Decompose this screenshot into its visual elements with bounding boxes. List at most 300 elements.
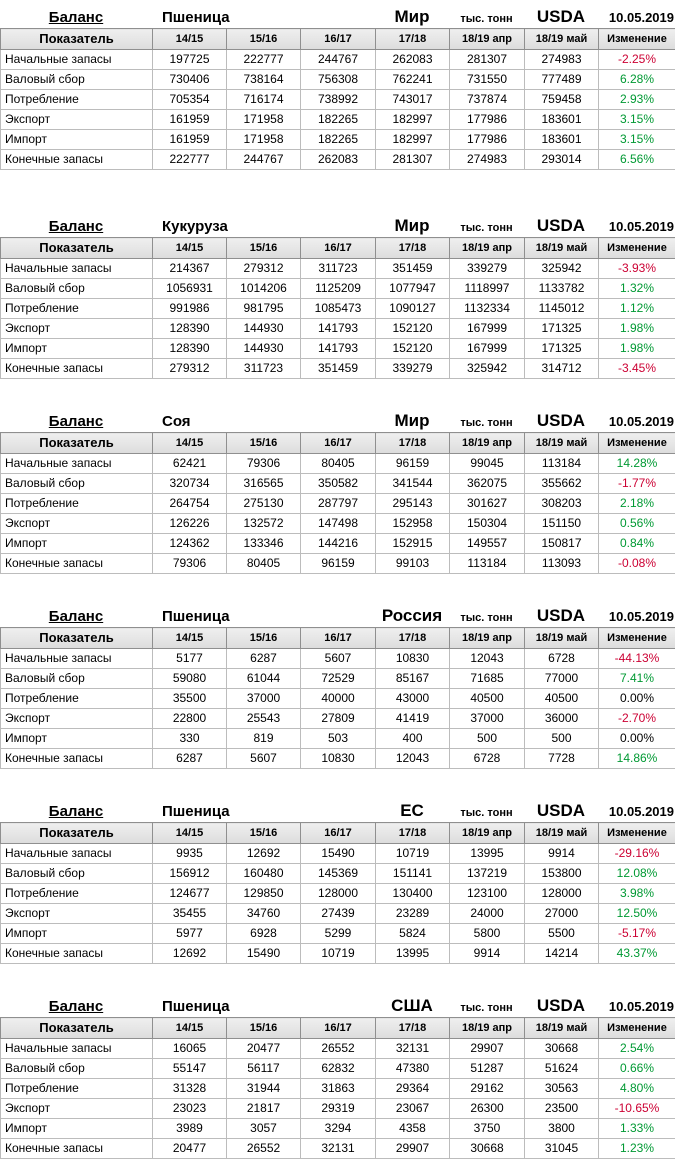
value-cell: 79306 xyxy=(153,554,227,574)
value-cell: 311723 xyxy=(227,359,301,379)
value-cell: 1145012 xyxy=(525,299,599,319)
change-cell: 12.08% xyxy=(599,864,675,884)
indicator-cell: Конечные запасы xyxy=(1,359,153,379)
source-label: USDA xyxy=(524,215,598,237)
value-cell: 5607 xyxy=(301,649,376,669)
value-cell: 80405 xyxy=(301,454,376,474)
table-row xyxy=(1,454,675,474)
value-cell: 77000 xyxy=(525,669,599,689)
value-cell: 756308 xyxy=(301,70,376,90)
value-cell: 51287 xyxy=(450,1059,525,1079)
table-title-row xyxy=(0,6,675,28)
balance-block xyxy=(0,995,675,1159)
value-cell: 351459 xyxy=(301,359,376,379)
change-cell: -29.16% xyxy=(599,844,675,864)
season-header-cell: 16/17 xyxy=(301,628,376,649)
value-cell: 51624 xyxy=(525,1059,599,1079)
region-label: ЕС xyxy=(375,800,449,822)
value-cell: 27439 xyxy=(301,904,376,924)
value-cell: 23023 xyxy=(153,1099,227,1119)
change-cell: 1.33% xyxy=(599,1119,675,1139)
value-cell: 5177 xyxy=(153,649,227,669)
value-cell: 153800 xyxy=(525,864,599,884)
balance-table xyxy=(0,28,675,170)
value-cell: 152120 xyxy=(376,339,450,359)
value-cell: 41419 xyxy=(376,709,450,729)
table-row xyxy=(1,70,675,90)
season-header-cell: 15/16 xyxy=(227,1018,301,1039)
value-cell: 705354 xyxy=(153,90,227,110)
value-cell: 281307 xyxy=(376,150,450,170)
indicator-cell: Начальные запасы xyxy=(1,844,153,864)
value-cell: 124677 xyxy=(153,884,227,904)
change-cell: 0.66% xyxy=(599,1059,675,1079)
table-body xyxy=(1,649,675,769)
table-row xyxy=(1,864,675,884)
indicator-cell: Экспорт xyxy=(1,514,153,534)
table-row xyxy=(1,90,675,110)
indicator-cell: Экспорт xyxy=(1,110,153,130)
unit-label: тыс. тонн xyxy=(449,217,524,239)
value-cell: 15490 xyxy=(301,844,376,864)
table-row xyxy=(1,884,675,904)
indicator-cell: Начальные запасы xyxy=(1,649,153,669)
season-header-cell: 14/15 xyxy=(153,238,227,259)
value-cell: 339279 xyxy=(376,359,450,379)
balance-block xyxy=(0,800,675,964)
season-header-cell: Изменение xyxy=(599,433,675,454)
season-header-cell: 18/19 май xyxy=(525,1018,599,1039)
table-body xyxy=(1,1039,675,1159)
commodity-label: Пшеница xyxy=(152,7,375,29)
season-header-cell: 17/18 xyxy=(376,1018,450,1039)
change-cell: -0.08% xyxy=(599,554,675,574)
value-cell: 124362 xyxy=(153,534,227,554)
change-cell: 3.98% xyxy=(599,884,675,904)
table-header-row xyxy=(1,29,675,50)
date-label: 10.05.2019 xyxy=(598,801,675,823)
balance-label: Баланс xyxy=(0,996,152,1018)
change-cell: -3.93% xyxy=(599,259,675,279)
value-cell: 32131 xyxy=(376,1039,450,1059)
value-cell: 182265 xyxy=(301,110,376,130)
indicator-cell: Импорт xyxy=(1,130,153,150)
value-cell: 350582 xyxy=(301,474,376,494)
value-cell: 743017 xyxy=(376,90,450,110)
indicator-cell: Потребление xyxy=(1,494,153,514)
indicator-header-cell: Показатель xyxy=(1,823,153,844)
change-cell: 14.86% xyxy=(599,749,675,769)
change-cell: 1.98% xyxy=(599,319,675,339)
indicator-cell: Конечные запасы xyxy=(1,749,153,769)
table-row xyxy=(1,669,675,689)
season-header-cell: 18/19 апр xyxy=(450,238,525,259)
date-label: 10.05.2019 xyxy=(598,7,675,29)
value-cell: 36000 xyxy=(525,709,599,729)
value-cell: 777489 xyxy=(525,70,599,90)
value-cell: 26300 xyxy=(450,1099,525,1119)
value-cell: 29364 xyxy=(376,1079,450,1099)
value-cell: 10719 xyxy=(376,844,450,864)
value-cell: 1132334 xyxy=(450,299,525,319)
value-cell: 262083 xyxy=(301,150,376,170)
value-cell: 6728 xyxy=(525,649,599,669)
date-label: 10.05.2019 xyxy=(598,411,675,433)
value-cell: 133346 xyxy=(227,534,301,554)
value-cell: 80405 xyxy=(227,554,301,574)
season-header-cell: 18/19 апр xyxy=(450,1018,525,1039)
value-cell: 13995 xyxy=(450,844,525,864)
change-cell: 2.18% xyxy=(599,494,675,514)
value-cell: 29319 xyxy=(301,1099,376,1119)
value-cell: 30563 xyxy=(525,1079,599,1099)
table-header-row xyxy=(1,238,675,259)
season-header-cell: 18/19 апр xyxy=(450,628,525,649)
indicator-cell: Валовый сбор xyxy=(1,669,153,689)
table-row xyxy=(1,299,675,319)
value-cell: 6928 xyxy=(227,924,301,944)
indicator-cell: Экспорт xyxy=(1,709,153,729)
table-row xyxy=(1,130,675,150)
table-body xyxy=(1,50,675,170)
value-cell: 149557 xyxy=(450,534,525,554)
indicator-cell: Конечные запасы xyxy=(1,1139,153,1159)
value-cell: 71685 xyxy=(450,669,525,689)
value-cell: 137219 xyxy=(450,864,525,884)
change-cell: 1.98% xyxy=(599,339,675,359)
season-header-cell: 18/19 май xyxy=(525,823,599,844)
table-row xyxy=(1,689,675,709)
table-body xyxy=(1,454,675,574)
value-cell: 182997 xyxy=(376,130,450,150)
indicator-cell: Валовый сбор xyxy=(1,474,153,494)
value-cell: 167999 xyxy=(450,319,525,339)
season-header-cell: 18/19 май xyxy=(525,29,599,50)
value-cell: 316565 xyxy=(227,474,301,494)
value-cell: 222777 xyxy=(153,150,227,170)
value-cell: 222777 xyxy=(227,50,301,70)
value-cell: 113184 xyxy=(525,454,599,474)
value-cell: 1077947 xyxy=(376,279,450,299)
season-header-cell: 15/16 xyxy=(227,823,301,844)
balance-block xyxy=(0,215,675,379)
value-cell: 6287 xyxy=(227,649,301,669)
value-cell: 40500 xyxy=(525,689,599,709)
value-cell: 99045 xyxy=(450,454,525,474)
value-cell: 132572 xyxy=(227,514,301,534)
table-title-row xyxy=(0,215,675,237)
value-cell: 5500 xyxy=(525,924,599,944)
balance-block xyxy=(0,605,675,769)
value-cell: 152915 xyxy=(376,534,450,554)
value-cell: 214367 xyxy=(153,259,227,279)
table-row xyxy=(1,1039,675,1059)
value-cell: 262083 xyxy=(376,50,450,70)
indicator-cell: Начальные запасы xyxy=(1,259,153,279)
indicator-cell: Импорт xyxy=(1,729,153,749)
value-cell: 96159 xyxy=(376,454,450,474)
value-cell: 287797 xyxy=(301,494,376,514)
season-header-cell: 16/17 xyxy=(301,1018,376,1039)
value-cell: 167999 xyxy=(450,339,525,359)
change-cell: -2.70% xyxy=(599,709,675,729)
change-cell: -5.17% xyxy=(599,924,675,944)
season-header-cell: Изменение xyxy=(599,1018,675,1039)
table-body xyxy=(1,844,675,964)
value-cell: 4358 xyxy=(376,1119,450,1139)
value-cell: 144930 xyxy=(227,339,301,359)
balance-block xyxy=(0,410,675,574)
value-cell: 6728 xyxy=(450,749,525,769)
change-cell: 4.80% xyxy=(599,1079,675,1099)
value-cell: 113184 xyxy=(450,554,525,574)
value-cell: 27809 xyxy=(301,709,376,729)
value-cell: 274983 xyxy=(450,150,525,170)
value-cell: 20477 xyxy=(227,1039,301,1059)
value-cell: 171325 xyxy=(525,339,599,359)
season-header-cell: 15/16 xyxy=(227,433,301,454)
value-cell: 1014206 xyxy=(227,279,301,299)
indicator-cell: Валовый сбор xyxy=(1,1059,153,1079)
value-cell: 21817 xyxy=(227,1099,301,1119)
change-cell: 3.15% xyxy=(599,130,675,150)
value-cell: 25543 xyxy=(227,709,301,729)
value-cell: 161959 xyxy=(153,130,227,150)
value-cell: 177986 xyxy=(450,130,525,150)
table-row xyxy=(1,844,675,864)
value-cell: 113093 xyxy=(525,554,599,574)
value-cell: 400 xyxy=(376,729,450,749)
unit-label: тыс. тонн xyxy=(449,412,524,434)
change-cell: 0.84% xyxy=(599,534,675,554)
value-cell: 99103 xyxy=(376,554,450,574)
value-cell: 144930 xyxy=(227,319,301,339)
season-header-cell: 17/18 xyxy=(376,433,450,454)
value-cell: 12692 xyxy=(227,844,301,864)
value-cell: 171958 xyxy=(227,110,301,130)
commodity-label: Кукуруза xyxy=(152,216,375,238)
value-cell: 161959 xyxy=(153,110,227,130)
source-label: USDA xyxy=(524,410,598,432)
table-body xyxy=(1,259,675,379)
value-cell: 182997 xyxy=(376,110,450,130)
value-cell: 339279 xyxy=(450,259,525,279)
value-cell: 150304 xyxy=(450,514,525,534)
commodity-label: Пшеница xyxy=(152,801,375,823)
balance-label: Баланс xyxy=(0,801,152,823)
season-header-cell: Изменение xyxy=(599,29,675,50)
indicator-cell: Валовый сбор xyxy=(1,864,153,884)
value-cell: 171958 xyxy=(227,130,301,150)
value-cell: 37000 xyxy=(450,709,525,729)
value-cell: 351459 xyxy=(376,259,450,279)
value-cell: 79306 xyxy=(227,454,301,474)
indicator-cell: Потребление xyxy=(1,299,153,319)
change-cell: 1.12% xyxy=(599,299,675,319)
table-row xyxy=(1,944,675,964)
value-cell: 171325 xyxy=(525,319,599,339)
value-cell: 731550 xyxy=(450,70,525,90)
value-cell: 27000 xyxy=(525,904,599,924)
value-cell: 151150 xyxy=(525,514,599,534)
value-cell: 31863 xyxy=(301,1079,376,1099)
table-title-row xyxy=(0,995,675,1017)
value-cell: 981795 xyxy=(227,299,301,319)
commodity-label: Пшеница xyxy=(152,606,375,628)
change-cell: 1.23% xyxy=(599,1139,675,1159)
value-cell: 31045 xyxy=(525,1139,599,1159)
indicator-cell: Импорт xyxy=(1,924,153,944)
value-cell: 244767 xyxy=(301,50,376,70)
value-cell: 145369 xyxy=(301,864,376,884)
change-cell: -10.65% xyxy=(599,1099,675,1119)
value-cell: 759458 xyxy=(525,90,599,110)
table-row xyxy=(1,150,675,170)
value-cell: 264754 xyxy=(153,494,227,514)
value-cell: 29162 xyxy=(450,1079,525,1099)
balance-label: Баланс xyxy=(0,7,152,29)
table-header-row xyxy=(1,823,675,844)
value-cell: 3989 xyxy=(153,1119,227,1139)
value-cell: 85167 xyxy=(376,669,450,689)
value-cell: 5977 xyxy=(153,924,227,944)
value-cell: 330 xyxy=(153,729,227,749)
value-cell: 1133782 xyxy=(525,279,599,299)
value-cell: 341544 xyxy=(376,474,450,494)
value-cell: 23500 xyxy=(525,1099,599,1119)
source-label: USDA xyxy=(524,605,598,627)
value-cell: 32131 xyxy=(301,1139,376,1159)
value-cell: 123100 xyxy=(450,884,525,904)
table-row xyxy=(1,534,675,554)
season-header-cell: 16/17 xyxy=(301,29,376,50)
value-cell: 16065 xyxy=(153,1039,227,1059)
date-label: 10.05.2019 xyxy=(598,996,675,1018)
value-cell: 819 xyxy=(227,729,301,749)
value-cell: 10719 xyxy=(301,944,376,964)
value-cell: 177986 xyxy=(450,110,525,130)
value-cell: 126226 xyxy=(153,514,227,534)
value-cell: 3750 xyxy=(450,1119,525,1139)
indicator-cell: Конечные запасы xyxy=(1,554,153,574)
change-cell: -2.25% xyxy=(599,50,675,70)
value-cell: 281307 xyxy=(450,50,525,70)
indicator-header-cell: Показатель xyxy=(1,238,153,259)
season-header-cell: 16/17 xyxy=(301,823,376,844)
value-cell: 20477 xyxy=(153,1139,227,1159)
change-cell: 2.93% xyxy=(599,90,675,110)
value-cell: 59080 xyxy=(153,669,227,689)
value-cell: 141793 xyxy=(301,319,376,339)
value-cell: 197725 xyxy=(153,50,227,70)
value-cell: 325942 xyxy=(525,259,599,279)
table-row xyxy=(1,1119,675,1139)
value-cell: 5607 xyxy=(227,749,301,769)
table-row xyxy=(1,494,675,514)
table-row xyxy=(1,1099,675,1119)
value-cell: 34760 xyxy=(227,904,301,924)
indicator-cell: Конечные запасы xyxy=(1,150,153,170)
balance-table xyxy=(0,1017,675,1159)
table-row xyxy=(1,319,675,339)
value-cell: 43000 xyxy=(376,689,450,709)
value-cell: 244767 xyxy=(227,150,301,170)
value-cell: 129850 xyxy=(227,884,301,904)
value-cell: 23067 xyxy=(376,1099,450,1119)
indicator-cell: Потребление xyxy=(1,884,153,904)
value-cell: 5800 xyxy=(450,924,525,944)
season-header-cell: 16/17 xyxy=(301,433,376,454)
table-row xyxy=(1,110,675,130)
change-cell: 43.37% xyxy=(599,944,675,964)
value-cell: 30668 xyxy=(525,1039,599,1059)
change-cell: 7.41% xyxy=(599,669,675,689)
table-row xyxy=(1,474,675,494)
indicator-cell: Потребление xyxy=(1,689,153,709)
indicator-cell: Импорт xyxy=(1,339,153,359)
change-cell: 0.00% xyxy=(599,689,675,709)
change-cell: -1.77% xyxy=(599,474,675,494)
value-cell: 275130 xyxy=(227,494,301,514)
unit-label: тыс. тонн xyxy=(449,607,524,629)
value-cell: 10830 xyxy=(376,649,450,669)
value-cell: 61044 xyxy=(227,669,301,689)
value-cell: 29907 xyxy=(450,1039,525,1059)
balance-label: Баланс xyxy=(0,216,152,238)
value-cell: 279312 xyxy=(153,359,227,379)
table-row xyxy=(1,1079,675,1099)
value-cell: 320734 xyxy=(153,474,227,494)
region-label: Мир xyxy=(375,410,449,432)
indicator-cell: Конечные запасы xyxy=(1,944,153,964)
table-row xyxy=(1,649,675,669)
value-cell: 183601 xyxy=(525,110,599,130)
change-cell: 0.56% xyxy=(599,514,675,534)
change-cell: 6.28% xyxy=(599,70,675,90)
value-cell: 31944 xyxy=(227,1079,301,1099)
value-cell: 301627 xyxy=(450,494,525,514)
value-cell: 503 xyxy=(301,729,376,749)
value-cell: 31328 xyxy=(153,1079,227,1099)
value-cell: 96159 xyxy=(301,554,376,574)
season-header-cell: Изменение xyxy=(599,238,675,259)
table-row xyxy=(1,554,675,574)
table-row xyxy=(1,359,675,379)
table-row xyxy=(1,749,675,769)
table-title-row xyxy=(0,800,675,822)
value-cell: 144216 xyxy=(301,534,376,554)
value-cell: 141793 xyxy=(301,339,376,359)
season-header-cell: 15/16 xyxy=(227,628,301,649)
region-label: Россия xyxy=(375,605,449,627)
balance-label: Баланс xyxy=(0,411,152,433)
value-cell: 1090127 xyxy=(376,299,450,319)
value-cell: 62421 xyxy=(153,454,227,474)
value-cell: 12043 xyxy=(376,749,450,769)
value-cell: 152120 xyxy=(376,319,450,339)
season-header-cell: Изменение xyxy=(599,628,675,649)
value-cell: 5824 xyxy=(376,924,450,944)
value-cell: 3294 xyxy=(301,1119,376,1139)
season-header-cell: 15/16 xyxy=(227,238,301,259)
value-cell: 13995 xyxy=(376,944,450,964)
unit-label: тыс. тонн xyxy=(449,997,524,1019)
value-cell: 1056931 xyxy=(153,279,227,299)
value-cell: 128390 xyxy=(153,339,227,359)
change-cell: -3.45% xyxy=(599,359,675,379)
value-cell: 26552 xyxy=(227,1139,301,1159)
table-row xyxy=(1,924,675,944)
